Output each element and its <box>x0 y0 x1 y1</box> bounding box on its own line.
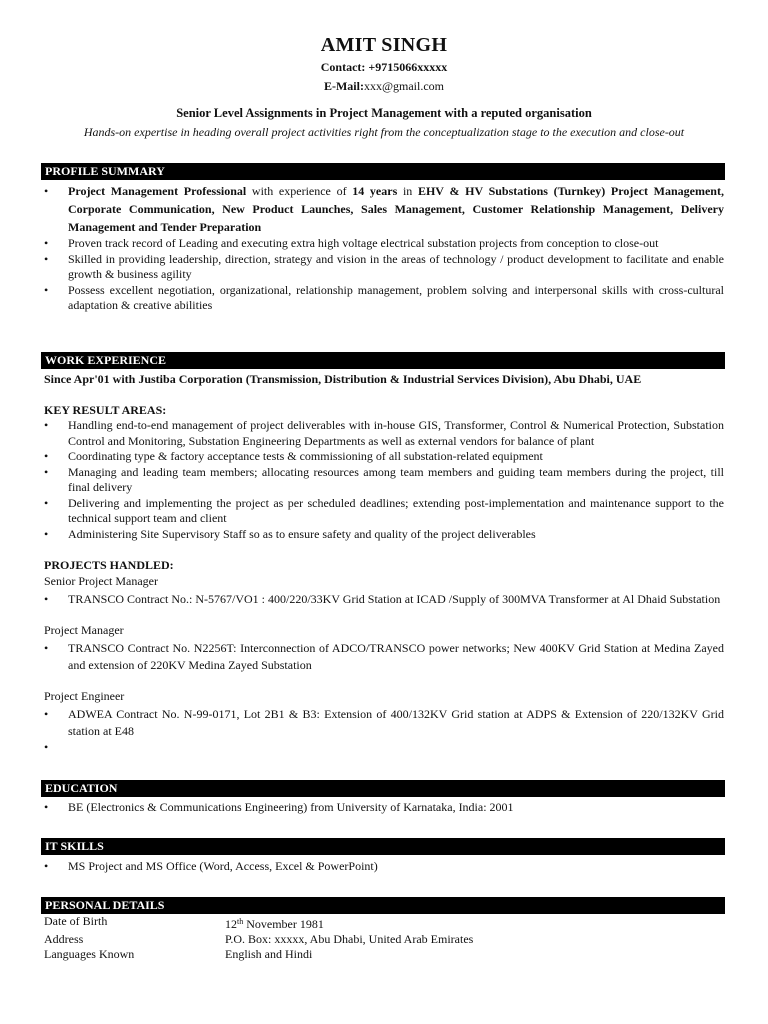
section-profile-summary: PROFILE SUMMARY <box>41 163 725 180</box>
project-role: Senior Project Manager <box>44 574 158 588</box>
personal-details-content <box>44 914 724 962</box>
personal-row-languages <box>44 947 724 962</box>
profile-item-text: with experience of <box>246 184 353 198</box>
contact-line <box>0 60 768 75</box>
dob-label: Date of Birth <box>44 914 108 928</box>
education-content <box>44 800 724 816</box>
employer-location: , Abu Dhabi, UAE <box>548 372 642 386</box>
project-item-empty <box>44 740 724 755</box>
project-item: • TRANSCO Contract No.: N-5767/VO1 : 400/220/33KV Grid Station at ICAD /Supply of 300MVA Transformer at Al Dhaid Substation <box>44 591 724 608</box>
address-label: Address <box>44 932 84 946</box>
work-experience-content <box>44 371 724 755</box>
kra-item: • Handling end-to-end management of project deliverables with in-house GIS, Transformer, Control & Numerical Protection, Substation Control and Monitoring, Substation Engineering Departments as well as external vendors for balance of plant <box>44 418 724 449</box>
email-line <box>0 79 768 94</box>
kra-item: • Delivering and implementing the project as per scheduled deadlines; extending post-implementation and maintenance support to the technical support team and client <box>44 496 724 527</box>
email-label: E-Mail: <box>323 79 364 93</box>
section-education: EDUCATION <box>41 780 725 797</box>
profile-item-years: 14 years <box>352 184 398 198</box>
it-skills-item: • MS Project and MS Office (Word, Access, Excel & PowerPoint) <box>44 859 724 875</box>
dob-value: 12th November 1981 <box>225 917 324 931</box>
section-personal-details: PERSONAL DETAILS <box>41 897 725 914</box>
employer-line <box>44 371 724 387</box>
profile-summary-content <box>44 182 724 314</box>
it-skills-content <box>44 859 724 875</box>
email-value: xxx@gmail.com <box>363 79 445 93</box>
section-it-skills: IT SKILLS <box>41 838 725 855</box>
personal-row-dob <box>44 914 724 932</box>
tagline: Hands-on expertise in heading overall project activities right from the conceptualization stage to the execution and close-out <box>83 125 685 139</box>
languages-label: Languages Known <box>44 947 135 961</box>
profile-item: • Possess excellent negotiation, organizational, relationship management, problem solving and interpersonal skills with cross-cultural adaptation & creative abilities <box>44 283 724 314</box>
contact-label: Contact: <box>320 60 366 74</box>
kra-item: • Coordinating type & factory acceptance tests & commissioning of all substation-related equipment <box>44 449 724 465</box>
employer-division: (Transmission, Distribution & Industrial Services Division) <box>245 372 549 386</box>
kra-item: • Managing and leading team members; allocating resources among team members and guiding team members during the project, till final delivery <box>44 465 724 496</box>
project-item: • ADWEA Contract No. N-99-0171, Lot 2B1 & B3: Extension of 400/132KV Grid station at ADPS & Extension of 220/132KV Grid station at E48 <box>44 706 724 740</box>
contact-value: +9715066xxxxx <box>368 60 448 74</box>
address-value: P.O. Box: xxxxx, Abu Dhabi, United Arab Emirates <box>225 932 474 946</box>
profile-item-domains: EHV & HV Substations (Turnkey) Project Management, Corporate Communication, New Product Launches, Sales Management, Customer Relationship Management, Delivery Management and Tender Preparation <box>68 184 724 234</box>
headline: Senior Level Assignments in Project Management with a reputed organisation <box>176 106 592 120</box>
candidate-name: AMIT SINGH <box>320 34 448 56</box>
project-role: Project Manager <box>44 623 124 637</box>
profile-item <box>44 182 724 236</box>
kra-heading: KEY RESULT AREAS: <box>44 403 167 417</box>
section-work-experience: WORK EXPERIENCE <box>41 352 725 369</box>
kra-item: • Administering Site Supervisory Staff so as to ensure safety and quality of the project deliverables <box>44 527 724 543</box>
project-item: • TRANSCO Contract No. N2256T: Interconnection of ADCO/TRANSCO power networks; New 400KV Grid Station at Medina Zayed and extension of 220KV Medina Zayed Substation <box>44 640 724 674</box>
profile-item: • Proven track record of Leading and executing extra high voltage electrical substation projects from conception to close-out <box>44 236 724 252</box>
profile-item-text: in <box>397 184 418 198</box>
projects-heading: PROJECTS HANDLED: <box>44 558 174 572</box>
employer-name: Since Apr'01 with Justiba Corporation <box>44 372 246 386</box>
profile-item: • Skilled in providing leadership, direction, strategy and vision in the areas of technology / product development to facilitate and enable growth & business agility <box>44 252 724 283</box>
project-role: Project Engineer <box>44 689 125 703</box>
personal-row-address <box>44 932 724 947</box>
profile-item-role: Project Management Professional <box>68 184 247 198</box>
education-item: • BE (Electronics & Communications Engineering) from University of Karnataka, India: 2001 <box>44 800 724 816</box>
languages-value: English and Hindi <box>225 947 313 961</box>
